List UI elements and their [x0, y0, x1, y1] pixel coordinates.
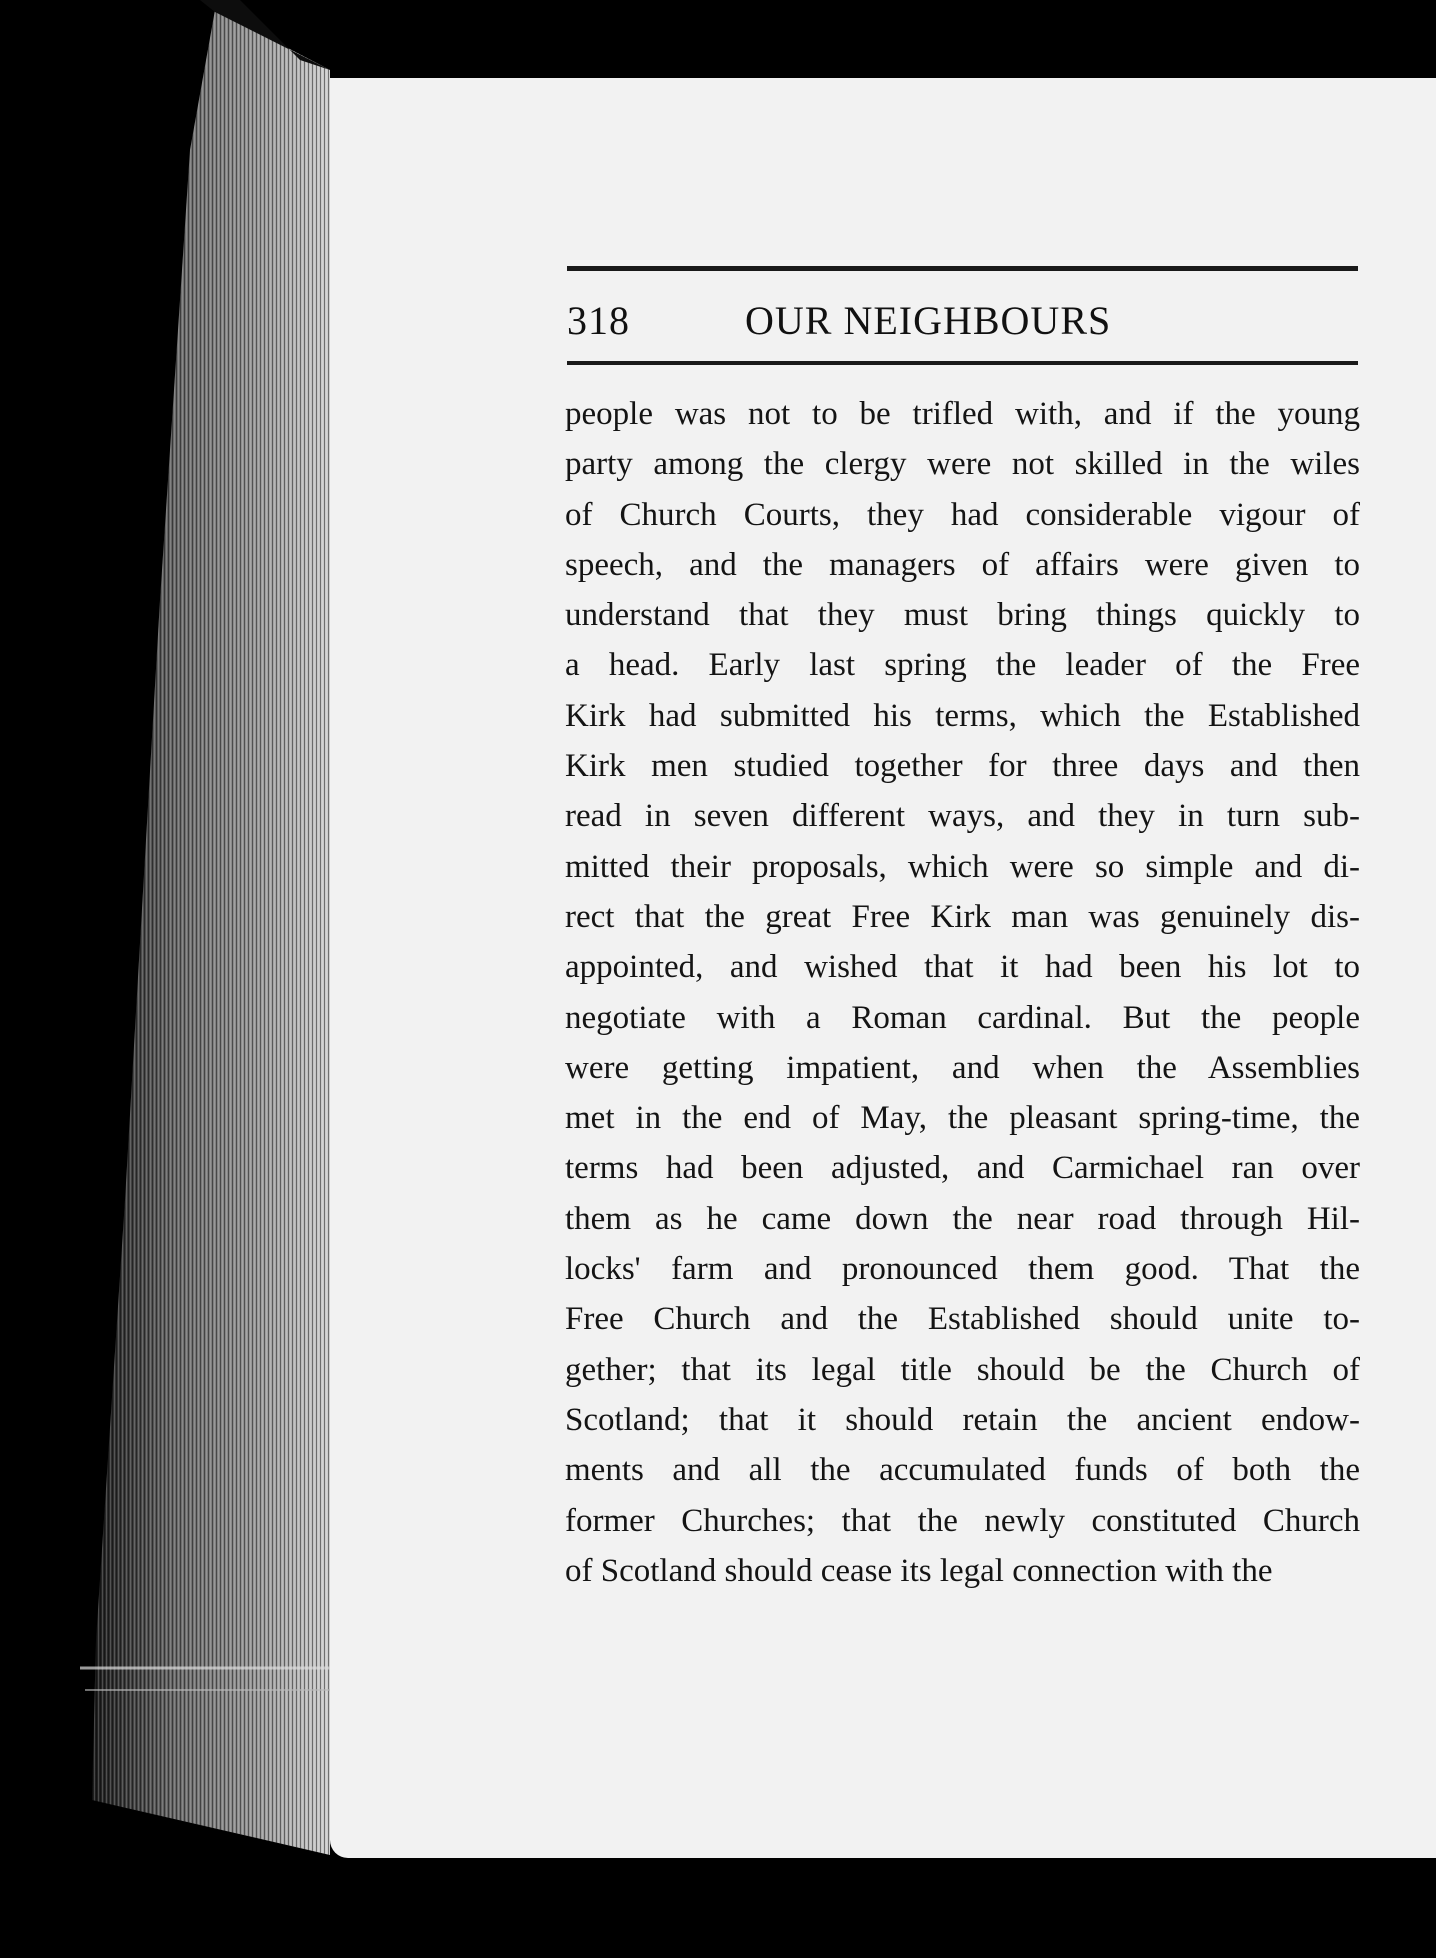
text-line: of Church Courts, they had considerable vigour of: [565, 496, 1360, 533]
text-line: Free Church and the Established should unite to-: [565, 1301, 1360, 1338]
text-line: terms had been adjusted, and Carmichael ran over: [565, 1150, 1360, 1187]
running-title: OUR NEIGHBOURS: [745, 298, 1112, 343]
header-rule-bottom: [567, 361, 1358, 365]
header-rule-top: [567, 266, 1358, 271]
page-number: 318: [567, 298, 630, 343]
text-line: rect that the great Free Kirk man was genuinely dis-: [565, 898, 1360, 935]
text-line: negotiate with a Roman cardinal. But the people: [565, 999, 1360, 1036]
running-head: [567, 295, 1358, 355]
text-line: were getting impatient, and when the Assemblies: [565, 1049, 1360, 1086]
text-line: read in seven different ways, and they in turn sub-: [565, 798, 1360, 835]
text-line: Kirk had submitted his terms, which the Established: [565, 697, 1360, 734]
text-line: a head. Early last spring the leader of the Free: [565, 647, 1360, 684]
text-line: gether; that its legal title should be the Church of: [565, 1351, 1360, 1388]
body-paragraph: [565, 389, 1360, 1596]
text-line: met in the end of May, the pleasant spring-time, the: [565, 1100, 1360, 1137]
text-line: of Scotland should cease its legal connection with the: [565, 1552, 1273, 1589]
text-line: people was not to be trifled with, and if the young: [565, 396, 1360, 432]
text-line: ments and all the accumulated funds of both the: [565, 1452, 1360, 1489]
text-line: Scotland; that it should retain the ancient endow-: [565, 1401, 1360, 1438]
text-line: speech, and the managers of affairs were given to: [565, 546, 1360, 583]
text-line: them as he came down the near road through Hil-: [565, 1200, 1360, 1237]
text-line: locks' farm and pronounced them good. That the: [565, 1251, 1360, 1288]
text-line: appointed, and wished that it had been his lot to: [565, 949, 1360, 986]
text-line: understand that they must bring things quickly to: [565, 597, 1360, 634]
text-line: mitted their proposals, which were so simple and di-: [565, 848, 1360, 885]
text-line: former Churches; that the newly constituted Church: [565, 1502, 1360, 1539]
text-line: Kirk men studied together for three days and then: [565, 748, 1360, 785]
text-line: party among the clergy were not skilled in the wiles: [565, 446, 1360, 483]
